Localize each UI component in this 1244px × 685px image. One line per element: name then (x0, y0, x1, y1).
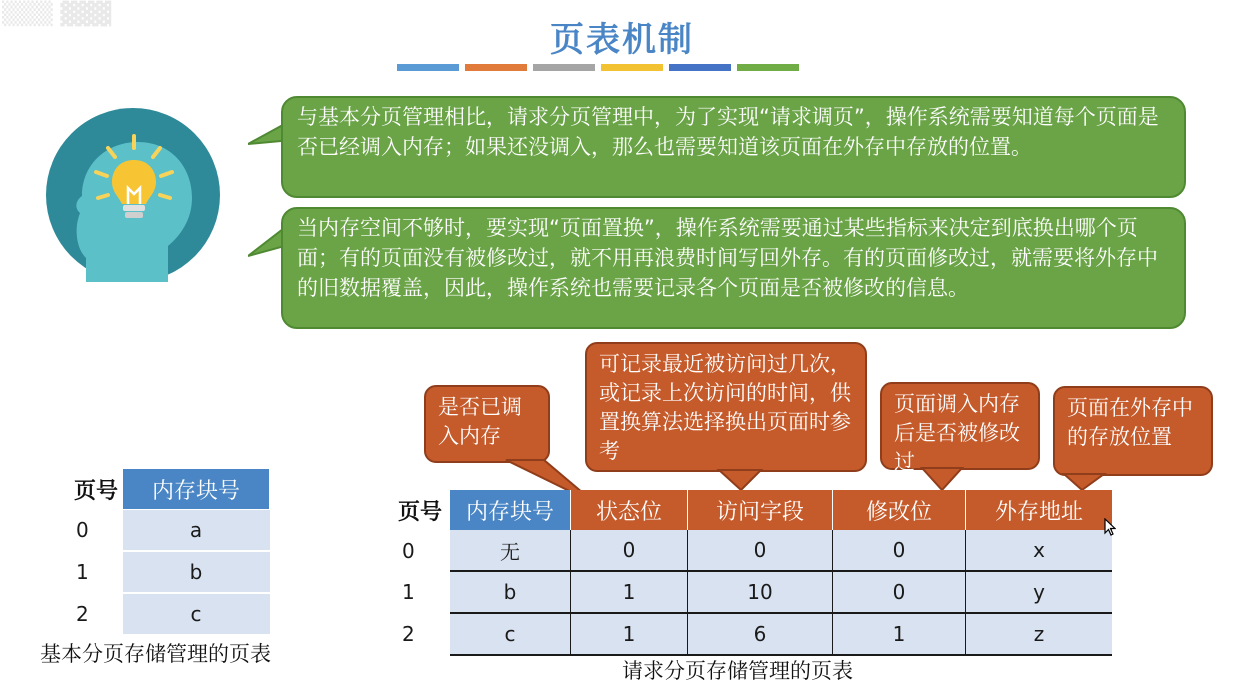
callout-text: 页面调入内存后是否被修改过 (894, 392, 1020, 474)
memory-block-cell: c (450, 613, 571, 655)
callout-text: 可记录最近被访问过几次，或记录上次访问的时间，供置换算法选择换出页面时参考 (599, 352, 851, 463)
bubble-text: 与基本分页管理相比，请求分页管理中，为了实现“请求调页”，操作系统需要知道每个页面是否已经调入内存；如果还没调入，那么也需要知道该页面在外存中存放的位置。 (297, 105, 1159, 159)
callout-pointer (918, 466, 968, 492)
memory-block-cell: b (123, 551, 270, 593)
table-row (396, 613, 1112, 655)
column-header-modified-bit: 修改位 (833, 490, 966, 530)
status-bit-cell: 1 (571, 613, 688, 655)
page-number-cell: 0 (402, 538, 415, 563)
status-bit-cell: 0 (571, 530, 688, 571)
logo-watermark: ▒▒▒ ▓▓▓ (2, 2, 112, 27)
basic-page-table (72, 468, 270, 636)
access-field-cell: 0 (688, 530, 833, 571)
callout-status-bit (424, 385, 550, 463)
table-row (72, 593, 270, 635)
page-number-cell: 1 (402, 580, 415, 604)
request-table-caption: 请求分页存储管理的页表 (622, 659, 853, 683)
callout-external-address (1053, 386, 1213, 476)
column-header-memory-block: 内存块号 (123, 469, 270, 510)
table-row (396, 571, 1112, 613)
slide-title: 页表机制 (550, 20, 694, 60)
callout-pointer (715, 468, 765, 492)
column-header-external-address: 外存地址 (966, 490, 1113, 530)
basic-table-caption: 基本分页存储管理的页表 (40, 642, 271, 666)
strip-segment (601, 64, 663, 71)
external-address-cell: z (966, 613, 1113, 655)
status-bit-cell: 1 (571, 571, 688, 613)
mouse-cursor-icon (1104, 518, 1116, 536)
modified-bit-cell: 1 (833, 613, 966, 655)
request-page-table (396, 490, 1112, 656)
access-field-cell: 10 (688, 571, 833, 613)
memory-block-cell: a (123, 510, 270, 552)
access-field-cell: 6 (688, 613, 833, 655)
memory-block-cell: c (123, 593, 270, 635)
strip-segment (397, 64, 459, 71)
column-header-access-field: 访问字段 (688, 490, 833, 530)
page-number-cell: 0 (76, 518, 89, 543)
bubble-text: 当内存空间不够时，要实现“页面置换”，操作系统需要通过某些指标来决定到底换出哪个页面；有的页面没有被修改过，就不用再浪费时间写回外存。有的页面修改过，就需要将外存中的旧数据覆盖，因此，操作系统也需要记录各个页面是否被修改的信息。 (297, 216, 1158, 300)
memory-block-cell: b (450, 571, 571, 613)
row-header-page-number: 页号 (396, 490, 450, 530)
table-row (72, 551, 270, 593)
callout-pointer (1060, 472, 1110, 492)
callout-text: 页面在外存中的存放位置 (1067, 396, 1193, 449)
page-number-cell: 2 (402, 622, 415, 646)
external-address-cell: x (966, 530, 1113, 571)
speech-bubble-request-paging (281, 96, 1186, 198)
speech-bubble-page-replacement (281, 207, 1186, 329)
table-row (72, 510, 270, 552)
strip-segment (737, 64, 799, 71)
callout-access-field (585, 342, 867, 472)
row-header-page-number: 页号 (72, 469, 123, 510)
column-header-memory-block: 内存块号 (450, 490, 571, 530)
title-color-strip (397, 64, 799, 71)
column-header-status-bit: 状态位 (571, 490, 688, 530)
head-lightbulb-icon (46, 108, 220, 282)
memory-block-cell: 无 (450, 530, 571, 571)
strip-segment (465, 64, 527, 71)
modified-bit-cell: 0 (833, 530, 966, 571)
strip-segment (533, 64, 595, 71)
external-address-cell: y (966, 571, 1113, 613)
page-number-cell: 1 (76, 560, 89, 584)
callout-modified-bit (880, 382, 1040, 474)
strip-segment (669, 64, 731, 71)
modified-bit-cell: 0 (833, 571, 966, 613)
page-number-cell: 2 (76, 602, 89, 626)
table-row (396, 530, 1112, 571)
callout-text: 是否已调入内存 (438, 395, 522, 448)
